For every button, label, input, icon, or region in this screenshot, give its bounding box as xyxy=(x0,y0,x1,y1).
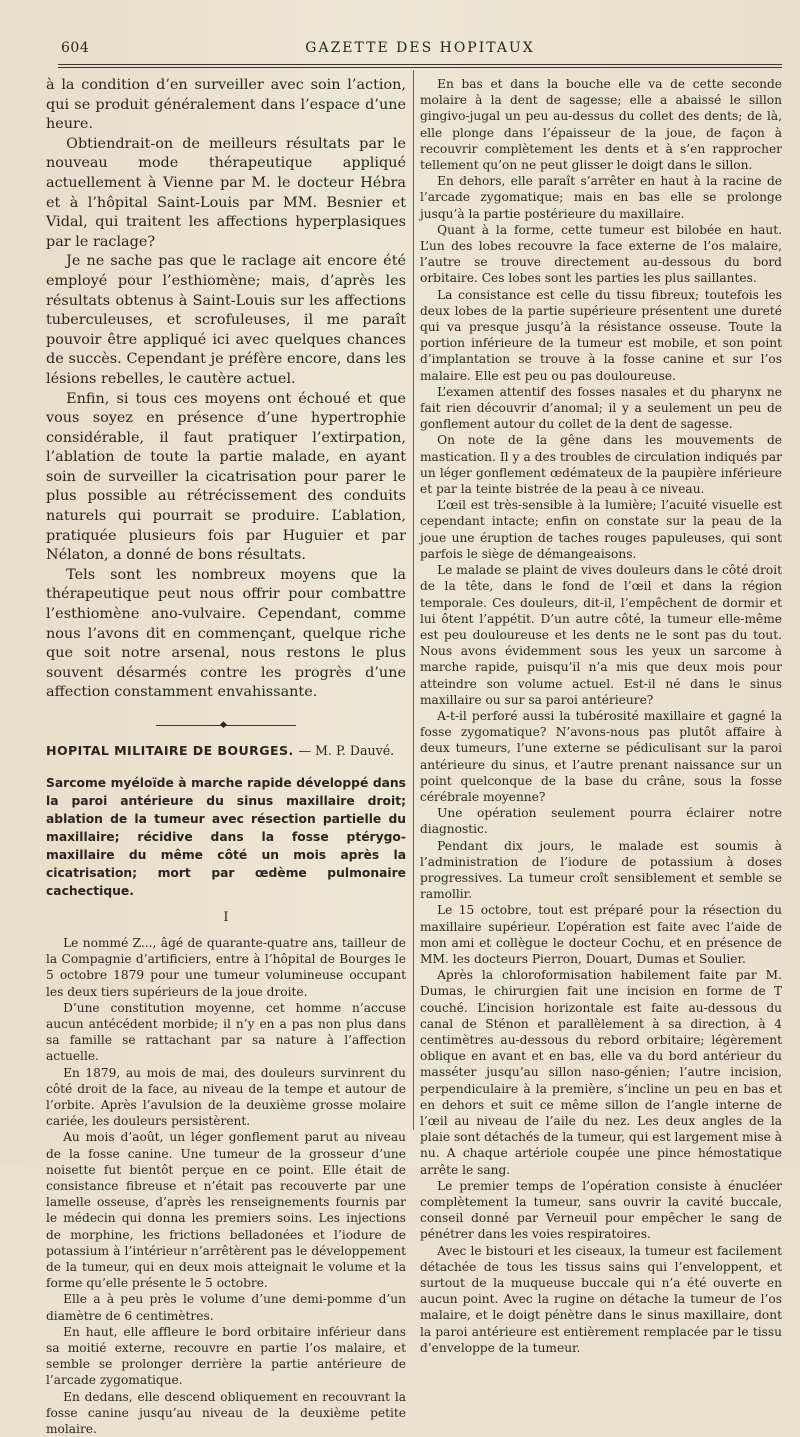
paragraph: Enfin, si tous ces moyens ont échoué et que vous soyez en présence d’une hypertrophie considérable, il faut pratiquer l’extirpation, l’ablation de toute la partie malade, en ayant soin de surveiller la cicatrisation pour parer le plus possible au rétrécissement des conduits naturels qui pourrait se produire. L’ablation, pratiquée plusieurs fois par Huguier et par Nélaton, a donné de bons résultats. xyxy=(46,390,406,564)
paragraph: En dehors, elle paraît s’arrêter en haut à la racine de l’arcade zygomatique; mais en bas elle se prolonge jusqu’à la partie postérieure du maxillaire. xyxy=(420,174,782,221)
paragraph: Elle a à peu près le volume d’une demi-pomme d’un diamètre de 6 centimètres. xyxy=(46,1292,406,1323)
paragraph: Une opération seulement pourra éclairer notre diagnostic. xyxy=(420,806,782,837)
paragraph: Avec le bistouri et les ciseaux, la tumeur est facilement détachée de tous les tissus sains qui l’enveloppent, et surtout de la muqueuse buccale qui n’a été ouverte en aucun point. Avec la rugine on détache la tumeur de l’os malaire, et le doigt pénètre dans le sinus maxillaire, dont la paroi antérieure est entièrement remplacée par le tissu d’enveloppe de la tumeur. xyxy=(420,1243,782,1355)
paragraph: Je ne sache pas que le raclage ait encore été employé pour l’esthiomène; mais, d’après les résultats obtenus à Saint-Louis sur les affections tuberculeuses, et scrofuleuses, il me paraît pouvoir être appliqué ici avec quelques chances de succès. Cependant je préfère encore, dans les lésions rebelles, le cautère actuel. xyxy=(46,253,406,387)
paragraph: L’œil est très-sensible à la lumière; l’acuité visuelle est cependant intacte; enfin on constate sur la peau de la joue une éruption de taches rouges papuleuses, qui sont parfois le siège de démangeaisons. xyxy=(420,498,782,561)
section-heading xyxy=(46,743,406,758)
right-column xyxy=(420,76,782,1355)
paragraph: Tels sont les nombreux moyens que la thérapeutique peut nous offrir pour combattre l’esthiomène ano-vulvaire. Cependant, comme nous l’avons dit en commençant, quelque riche que soit notre arsenal, nous restons le plus souvent désarmés contre les progrès d’une affection constamment envahissante. xyxy=(46,566,406,701)
paragraph: D’une constitution moyenne, cet homme n’accuse aucun antécédent morbide; il n’y en a pas non plus dans sa famille se rattachant par sa nature à l’affection actuelle. xyxy=(46,1000,406,1064)
paragraph: à la condition d’en surveiller avec soin l’action, qui se produit généralement dans l’espace d’une heure. xyxy=(46,77,406,133)
separator-ornament-icon: ◆ xyxy=(220,720,227,730)
journal-title: GAZETTE DES HOPITAUX xyxy=(305,40,535,56)
paragraph: Obtiendrait-on de meilleurs résultats par le nouveau mode thérapeutique appliqué actuellement à Vienne par M. le docteur Hébra et à l’hôpital Saint-Louis par MM. Besnier et Vidal, qui traitent les affections hyperplasiques par le raclage? xyxy=(46,135,406,250)
paragraph: Le premier temps de l’opération consiste à énucléer complètement la tumeur, sans ouvrir la cavité buccale, conseil donné par Verneuil pour empêcher le sang de pénétrer dans les voies respiratoires. xyxy=(420,1178,782,1242)
paragraph: En dedans, elle descend obliquement en recouvrant la fosse canine jusqu’au niveau de la deuxième petite molaire. xyxy=(46,1389,406,1437)
paragraph: Au mois d’août, un léger gonflement parut au niveau de la fosse canine. Une tumeur de la grosseur d’une noisette fut bientôt perçue en ce point. Elle était de consistance fibreuse et n’était pas recouverte par une lamelle osseuse, d’après les renseignements fournis par le médecin qui donna les premiers soins. Les injections de morphine, les frictions belladonées et l’iodure de potassium à l’intérieur n’arrêtèrent pas le développement de la tumeur, qui en deux mois atteignait le volume et la forme qu’elle présente le 5 octobre. xyxy=(46,1130,406,1291)
paragraph: Quant à la forme, cette tumeur est bilobée en haut. L’un des lobes recouvre la face externe de l’os malaire, l’autre se trouve directement au-dessous du bord orbitaire. Ces lobes sont les parties les plus saillantes. xyxy=(420,222,782,286)
article-continuation xyxy=(46,76,406,703)
header-rule xyxy=(58,64,782,65)
hospital-name: HOPITAL MILITAIRE DE BOURGES. xyxy=(46,743,294,758)
paragraph: Pendant dix jours, le malade est soumis à l’administration de l’iodure de potassium à doses progressives. La tumeur croît sensiblement et semble se ramollir. xyxy=(420,838,782,902)
part-numeral: I xyxy=(223,910,229,925)
left-column xyxy=(46,76,406,1437)
section-author: — M. P. Dauvé. xyxy=(298,743,395,758)
paragraph: On note de la gêne dans les mouvements de mastication. Il y a des troubles de circulation indiqués par un léger gonflement œdémateux de la paupière inférieure et par la teinte bistrée de la peau à ce niveau. xyxy=(420,433,782,497)
paragraph: Le malade se plaint de vives douleurs dans le côté droit de la tête, dans le fond de l’œil et dans la région temporale. Ces douleurs, dit-il, l’empêchent de dormir et lui ôtent l’appétit. D’un autre côté, la tumeur elle-même est peu douloureuse et les dents ne le sont pas du tout. Nous avons évidemment sous les yeux un sarcome à marche rapide, puisqu’il n’a mis que deux mois pour atteindre son volume actuel. Est-il né dans le sinus maxillaire ou sur sa paroi antérieure? xyxy=(420,563,782,707)
paragraph: L’examen attentif des fosses nasales et du pharynx ne fait rien découvrir d’anomal; il y a seulement un peu de gonflement autour du collet de la dent de sagesse. xyxy=(420,384,782,432)
paragraph: Après la chloroformisation habilement faite par M. Dumas, le chirurgien fait une incision en forme de T couché. L’incision horizontale est faite au-dessous du canal de Sténon et parallèlement à sa direction, à 4 centimètres au-dessous du rebord orbitaire; légèrement oblique en avant et en bas, elle va du bord antérieur du masséter jusqu’au sillon naso-génien; l’autre incision, perpendiculaire à la première, s’incline un peu en bas et en dehors et suit ce même sillon de l’angle interne de l’œil au niveau de l’aile du nez. Les deux angles de la plaie sont détachés de la tumeur, qui est largement mise à nu. A chaque artériole coupée une pince hémostatique arrête le sang. xyxy=(420,968,782,1177)
column-divider xyxy=(413,70,414,1130)
case-body xyxy=(46,935,406,1437)
paragraph: Le nommé Z..., âgé de quarante-quatre ans, tailleur de la Compagnie d’artificiers, entre à l’hôpital de Bourges le 5 octobre 1879 pour une tumeur volumineuse occupant les deux tiers supérieurs de la joue droite. xyxy=(46,936,406,999)
paragraph: En 1879, au mois de mai, des douleurs survinrent du côté droit de la face, au niveau de la tempe et autour de l’orbite. Après l’avulsion de la deuxième grosse molaire cariée, les douleurs persistèrent. xyxy=(46,1065,406,1129)
paragraph: Le 15 octobre, tout est préparé pour la résection du maxillaire supérieur. L’opération est faite avec l’aide de mon ami et collègue le docteur Cochu, et en présence de MM. les docteurs Pierron, Douart, Dumas et Soulier. xyxy=(420,903,782,966)
paragraph: En bas et dans la bouche elle va de cette seconde molaire à la dent de sagesse; elle a abaissé le sillon gingivo-jugal un peu au-dessus du collet des dents; de là, elle plonge dans l’épaisseur de la joue, de façon à recouvrir complètement les dents et à s’en rapprocher tellement qu’on ne peut glisser le doigt dans le sillon. xyxy=(420,77,782,173)
page-header xyxy=(58,36,782,62)
paragraph: La consistance est celle du tissu fibreux; toutefois les deux lobes de la partie supérieure présentent une dureté qui va presque jusqu’à la résistance osseuse. Toute la portion inférieure de la tumeur est mobile, et son point d’implantation se trouve à la fosse canine et sur l’os malaire. Elle est peu ou pas douloureuse. xyxy=(420,287,782,383)
header-rule-secondary xyxy=(58,67,782,68)
case-title: Sarcome myéloïde à marche rapide développé dans la paroi antérieure du sinus maxillaire droit; ablation de la tumeur avec résection partielle du maxillaire; récidive dans la fosse ptérygo-maxillaire du même côté un mois après la cicatrisation; mort par œdème pulmonaire cachectique. xyxy=(46,776,406,898)
page-number: 604 xyxy=(61,40,90,56)
section-separator xyxy=(46,703,406,739)
paragraph: A-t-il perforé aussi la tubérosité maxillaire et gagné la fosse zygomatique? N’avons-nous pas plutôt affaire à deux tumeurs, l’une externe se pédiculisant sur la paroi antérieure du sinus, et l’autre prenant naissance sur un point quelconque de la base du crâne, sous la fosse cérébrale moyenne? xyxy=(420,708,782,804)
paragraph: En haut, elle affleure le bord orbitaire inférieur dans sa moitié externe, recouvre en partie l’os malaire, et semble se prolonger derrière la partie antérieure de l’arcade zygomatique. xyxy=(46,1324,406,1388)
